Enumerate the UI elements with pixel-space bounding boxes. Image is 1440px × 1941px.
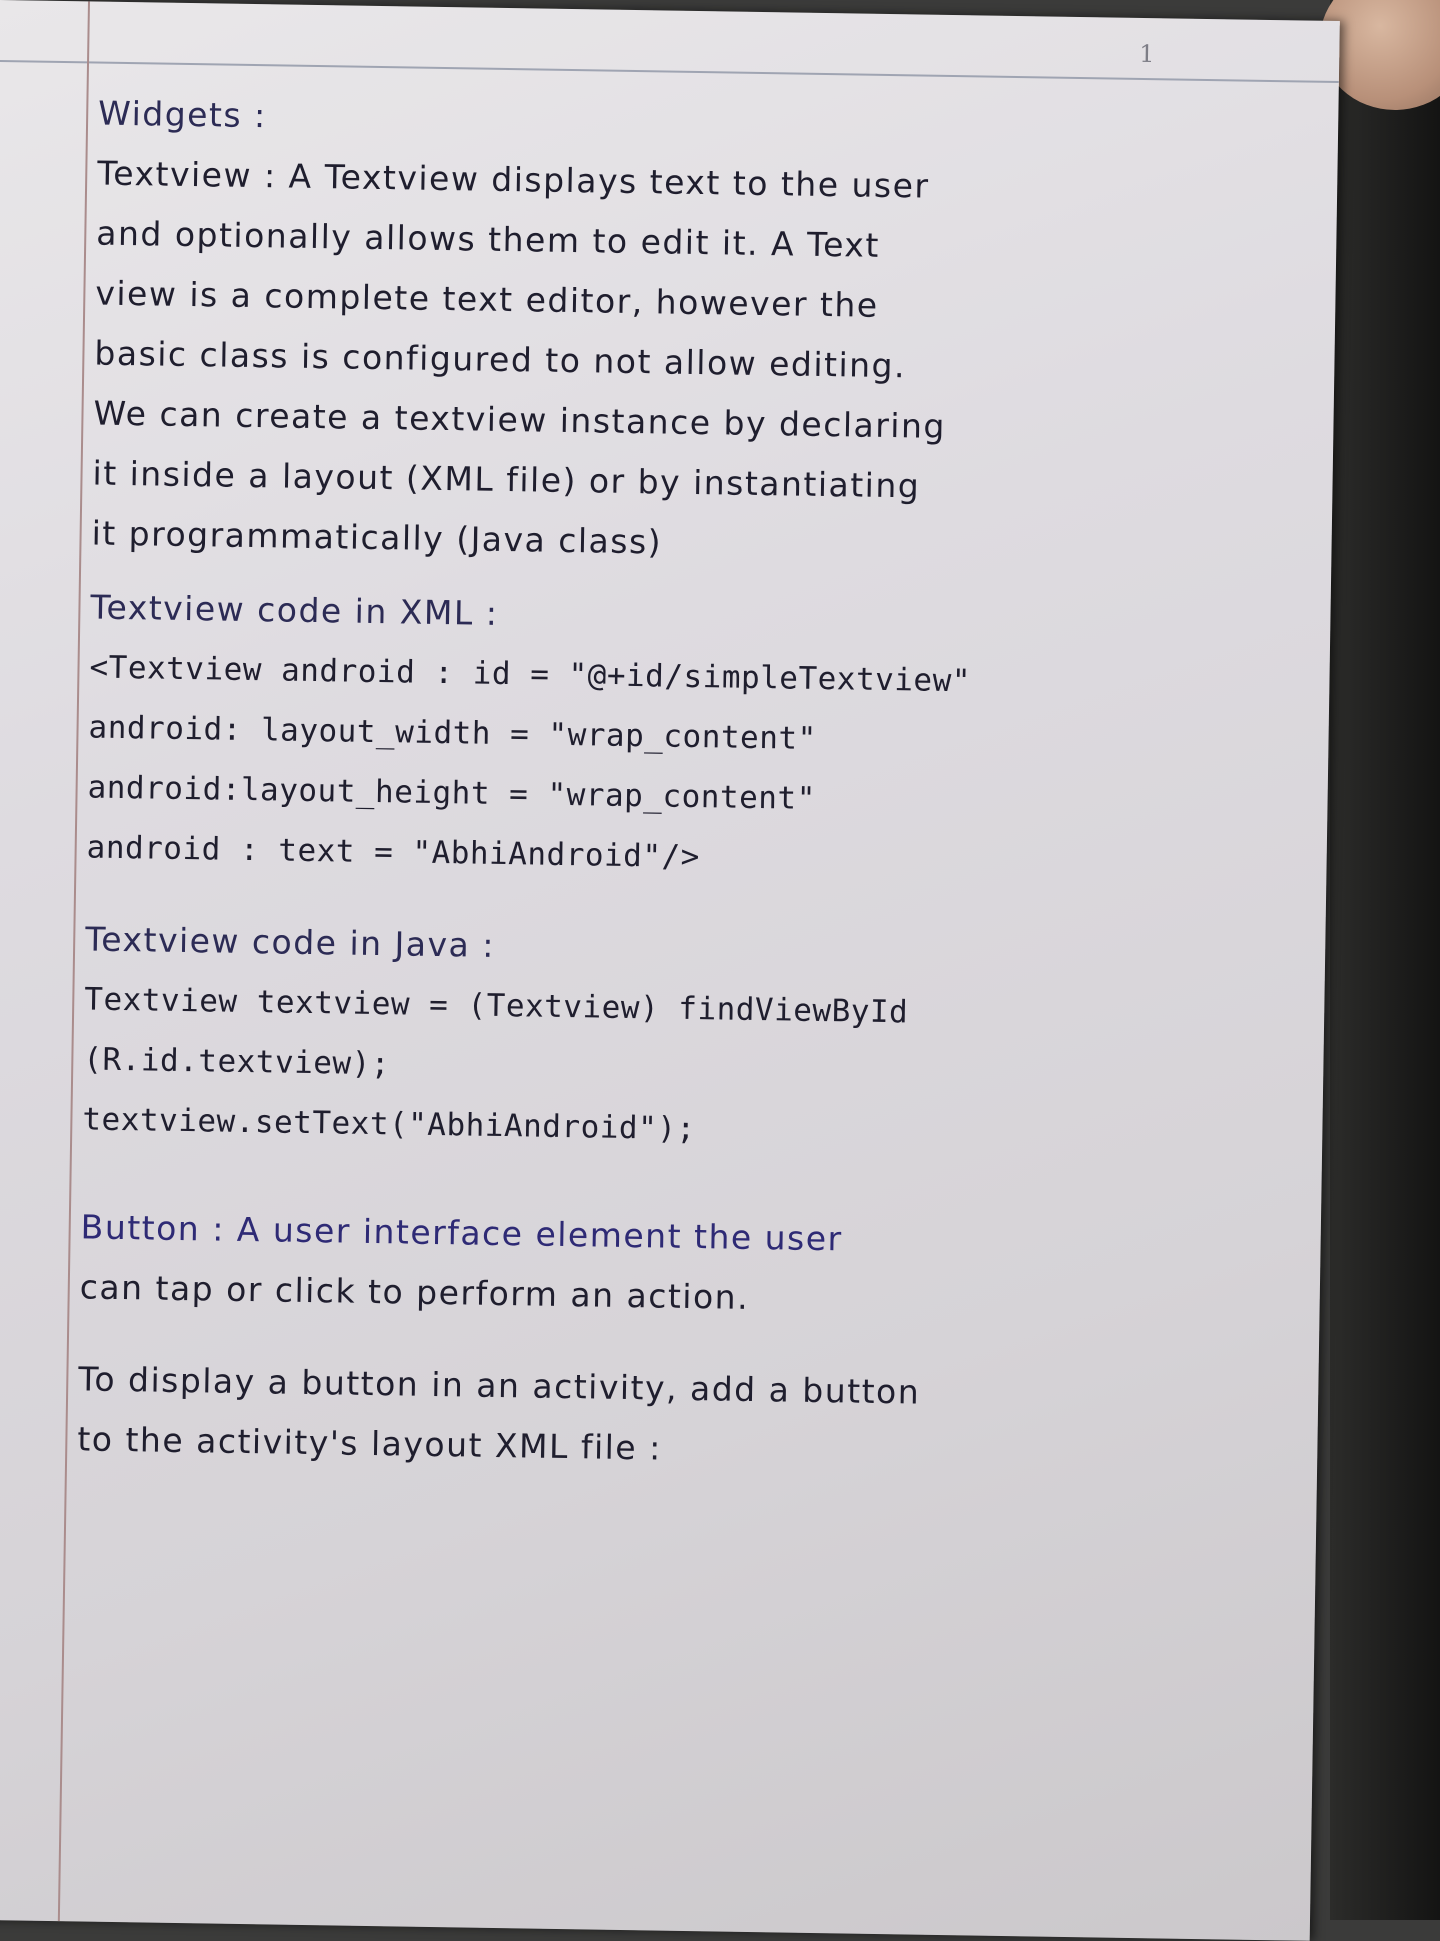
textview-intro-line: Textview : A Textview displays text to the user [96,153,930,206]
xml-code-heading: Textview code in XML : [90,587,499,633]
background-edge [1330,0,1440,1920]
textview-intro-line: basic class is configured to not allow editing. [94,333,907,386]
java-code-line: (R.id.textview); [83,1041,391,1083]
top-rule [0,60,1339,83]
java-code-line: textview.setText("AbhiAndroid"); [82,1101,696,1148]
xml-code-line: android:layout_height = "wrap_content" [87,769,817,817]
xml-code-line: <Textview android : id = "@+id/simpleTextview" [89,649,972,700]
button-definition-line: Button : A user interface element the user [80,1207,843,1259]
textview-intro-line: it programmatically (Java class) [91,513,663,562]
display-button-line: To display a button in an activity, add a button [78,1359,921,1412]
display-button-line: to the activity's layout XML file : [77,1419,663,1468]
button-definition-line: can tap or click to perform an action. [79,1267,750,1317]
textview-intro-line: it inside a layout (XML file) or by instantiating [92,453,921,506]
textview-intro-line: We can create a textview instance by declaring [93,393,947,446]
java-code-line: Textview textview = (Textview) findViewById [84,981,909,1031]
textview-intro-line: and optionally allows them to edit it. A Text [96,213,881,265]
xml-code-line: android : text = "AbhiAndroid"/> [86,829,701,876]
page-number: 1 [1139,39,1155,69]
widgets-heading: Widgets : [97,93,268,136]
textview-intro-line: view is a complete text editor, however the [95,273,879,325]
java-code-heading: Textview code in Java : [84,919,496,965]
xml-code-line: android: layout_width = "wrap_content" [88,709,817,757]
handwritten-notes [77,84,1309,1489]
